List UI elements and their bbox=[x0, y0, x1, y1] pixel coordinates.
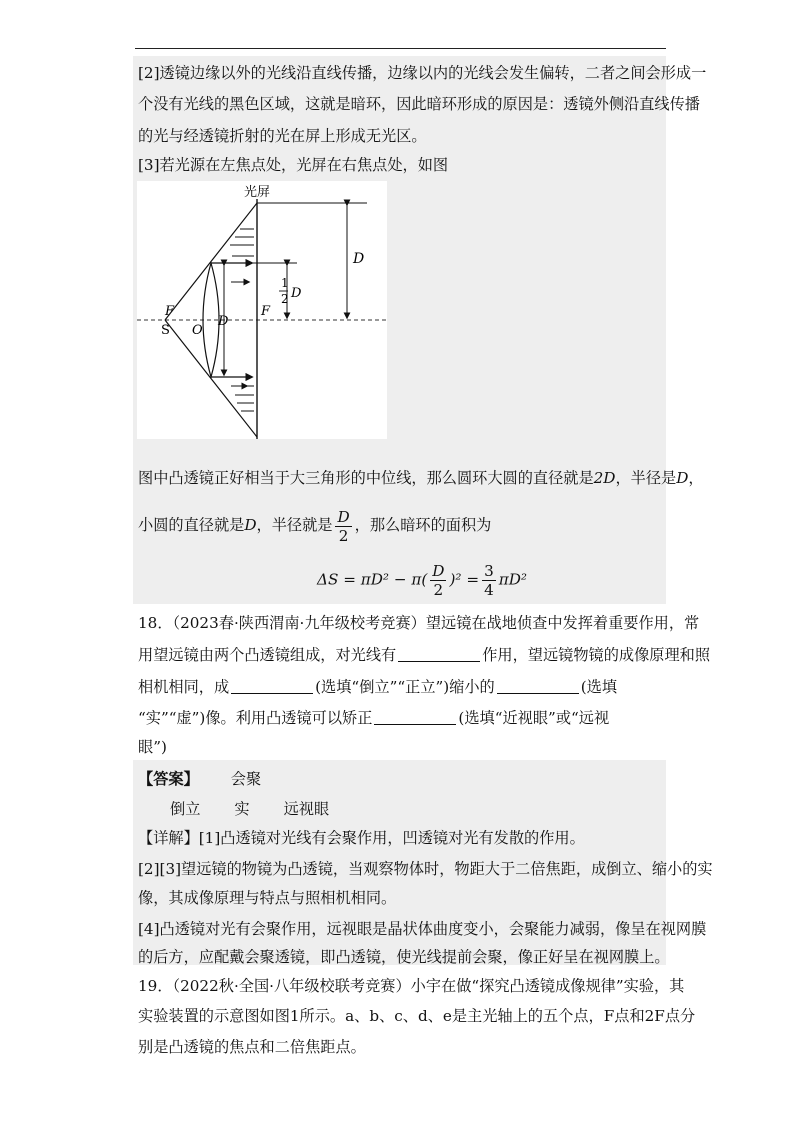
q18-line-2 bbox=[138, 645, 710, 665]
q19-line-2: 实验装置的示意图如图1所示。a、b、c、d、e是主光轴上的五个点，F点和2F点分 bbox=[138, 1007, 696, 1025]
q18-line-1: 18．（2023春·陕西渭南·九年级校考竞赛）望远镜在战地侦查中发挥着重要作用，常 bbox=[138, 614, 700, 632]
text-line: [2]透镜边缘以外的光线沿直线传播，边缘以内的光线会发生偏转，二者之间会形成一 bbox=[138, 64, 707, 82]
q18-line-4 bbox=[138, 708, 609, 728]
text-span: ，半径就是 bbox=[256, 516, 333, 534]
fraction: $\frac{3}{4}$ bbox=[484, 562, 494, 599]
detail-line-5: 的后方，应配戴会聚透镜，即凸透镜，使光线提前会聚，像正好呈在视网膜上。 bbox=[138, 948, 670, 966]
text-line: [3]若光源在左焦点处，光屏在右焦点处，如图 bbox=[138, 156, 449, 174]
math-span: 2D bbox=[593, 469, 616, 487]
answer-value: 倒立 bbox=[170, 800, 201, 818]
answer-line-2 bbox=[170, 799, 329, 819]
hatch-lower bbox=[235, 386, 254, 411]
label-screen: 光屏 bbox=[244, 185, 271, 200]
label-F-right: F bbox=[261, 304, 271, 319]
answer-value: 会聚 bbox=[230, 770, 262, 788]
text-span: 作用，望远镜物镜的成像原理和照 bbox=[482, 646, 710, 664]
explain-line-1 bbox=[138, 468, 704, 488]
lens-ray-diagram bbox=[137, 181, 387, 439]
answer-blank bbox=[497, 679, 579, 694]
text-span: 小圆的直径就是 bbox=[138, 516, 245, 534]
text-span: ，那么暗环的面积为 bbox=[354, 516, 492, 534]
q18-line-3 bbox=[138, 677, 617, 697]
answer-label: 【答案】 bbox=[138, 770, 199, 788]
label-half-D: D bbox=[291, 286, 302, 301]
text-line: 的光与经透镜折射的光在屏上形成无光区。 bbox=[138, 127, 427, 145]
text-span: ，半径是 bbox=[615, 469, 677, 487]
explain-line-2 bbox=[138, 506, 491, 545]
text-span: (选填 bbox=[580, 678, 618, 696]
text-span: ， bbox=[688, 469, 704, 487]
fraction: $\frac{D}{2}$ bbox=[432, 562, 445, 599]
text-span: 相机相同，成 bbox=[138, 678, 230, 696]
answer-blank bbox=[374, 710, 456, 725]
formula-part: )² = bbox=[449, 570, 480, 589]
math-span: D bbox=[244, 516, 257, 534]
label-O: O bbox=[192, 323, 203, 338]
detail-line-3: 像，其成像原理与特点与照相机相同。 bbox=[138, 889, 397, 907]
text-span: “实”“虚”)像。利用凸透镜可以矫正 bbox=[138, 709, 373, 727]
detail-line-4: [4]凸透镜对光有会聚作用，远视眼是晶状体曲度变小，会聚能力减弱，像呈在视网膜 bbox=[138, 920, 707, 938]
detail-line-2: [2][3]望远镜的物镜为凸透镜，当观察物体时，物距大于二倍焦距，成倒立、缩小的实 bbox=[138, 860, 713, 878]
optics-diagram bbox=[137, 181, 387, 439]
formula-part: πD² bbox=[498, 570, 527, 589]
text-line: 个没有光线的黑色区域，这就是暗环，因此暗环形成的原因是：透镜外侧沿直线传播 bbox=[138, 95, 700, 113]
text-span: (选填“近视眼”或“远视 bbox=[458, 709, 610, 727]
text-span: 用望远镜由两个凸透镜组成，对光线有 bbox=[138, 646, 397, 664]
q19-line-3: 别是凸透镜的焦点和二倍焦距点。 bbox=[138, 1038, 366, 1056]
label-D-lens: D bbox=[218, 314, 229, 329]
label-half-den: 2 bbox=[281, 292, 289, 306]
q19-line-1: 19．（2022秋·全国·八年级校联考竞赛）小宇在做“探究凸透镜成像规律”实验，其 bbox=[138, 977, 685, 995]
answer-blank bbox=[231, 679, 313, 694]
label-S: S bbox=[161, 323, 170, 338]
formula-part: ΔS = πD² − π( bbox=[317, 570, 428, 589]
text-span: 图中凸透镜正好相当于大三角形的中位线，那么圆环大圆的直径就是 bbox=[138, 469, 594, 487]
label-half-num: 1 bbox=[281, 276, 289, 290]
answer-value: 实 bbox=[234, 800, 250, 818]
q18-line-5: 眼”) bbox=[138, 738, 167, 756]
answer-value: 远视眼 bbox=[283, 800, 330, 818]
detail-line-1: 【详解】[1]凸透镜对光线有会聚作用，凹透镜对光有发散的作用。 bbox=[138, 829, 585, 847]
math-span: D bbox=[676, 469, 689, 487]
area-formula bbox=[317, 562, 527, 599]
answer-line bbox=[138, 769, 261, 789]
label-F-left: F bbox=[165, 304, 175, 319]
fraction: $\frac{D}{2}$ bbox=[337, 507, 350, 545]
text-span: (选填“倒立”“正立”)缩小的 bbox=[315, 678, 495, 696]
header-rule bbox=[135, 48, 666, 49]
label-D-large: D bbox=[353, 251, 365, 267]
answer-blank bbox=[398, 647, 480, 662]
